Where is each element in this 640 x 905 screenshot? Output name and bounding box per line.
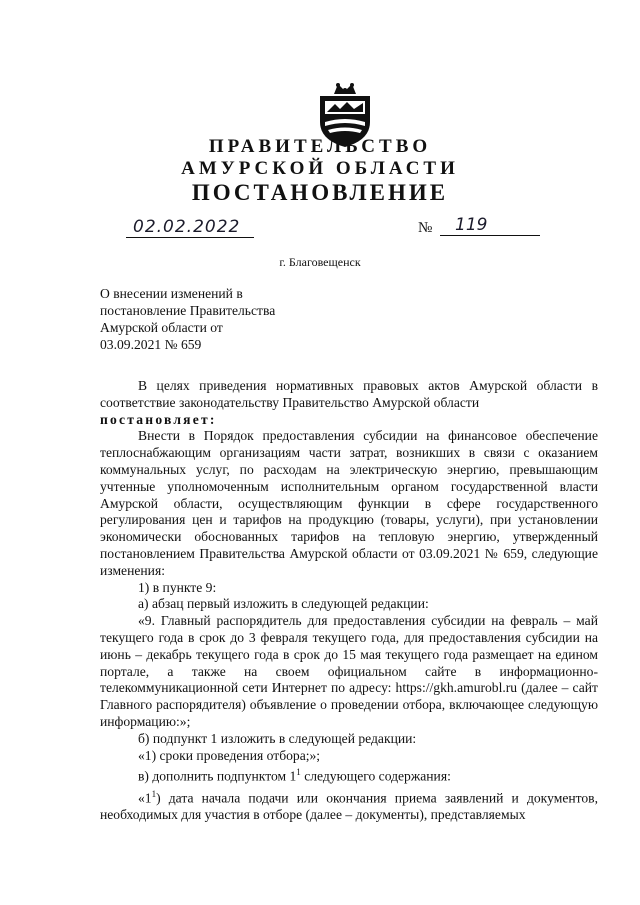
handwritten-document-number: 119	[455, 215, 488, 235]
amendment-intro-paragraph: Внести в Порядок предоставления субсидии на финансовое обеспечение теплоснабжающим организациям части затрат, возникших в связи с оказанием коммунальных услуг, по расходам на электрическую энергию, превышающим учтенные уполномоченным исполнительным органом государственной власти Амурской области, осуществляющим функции в сфере государственного регулирования цен и тарифов на продукцию (товары, услуги), при установлении экономически обоснованных тарифов на тепловую энергию, утвержденный постановлением Правительства Амурской области от 03.09.2021 № 659, следующие изменения:	[100, 428, 598, 578]
quoted-clause-paragraph	[100, 786, 598, 824]
number-sign: №	[418, 220, 433, 236]
clause-text: ) дата начала подачи или окончания приема заявлений и документов, необходимых для участия в отборе (далее – документы), представляемых	[100, 790, 598, 822]
document-type-title: ПОСТАНОВЛЕНИЕ	[191, 180, 449, 205]
city-name: г. Благовещенск	[279, 255, 361, 269]
subject-line: постановление Правительства	[100, 303, 276, 318]
date-underline	[126, 237, 254, 238]
preamble-paragraph: В целях приведения нормативных правовых актов Амурской области в соответствие законодательству Правительство Амурской области	[100, 378, 598, 410]
region-name: АМУРСКОЙ ОБЛАСТИ	[181, 158, 459, 179]
document-body	[100, 378, 598, 824]
clause-text: «1	[138, 790, 152, 806]
subject-line: О внесении изменений в	[100, 286, 243, 301]
clause-paragraph: а) абзац первый изложить в следующей редакции:	[138, 596, 429, 612]
clause-paragraph	[100, 764, 598, 785]
clause-text: следующего содержания:	[300, 768, 451, 784]
subject-line: Амурской области от	[100, 320, 223, 335]
number-underline	[440, 235, 540, 236]
quoted-clause-paragraph: «9. Главный распорядитель для предоставления субсидии на февраль – май текущего года в срок до 3 февраля текущего года, для предоставления субсидии на июнь – декабрь текущего года в срок до 15 мая текущего года размещает на едином портале, а также на своем официальном сайте в информационно-телекоммуникационной сети Интернет по адресу: https://gkh.amurobl.ru (далее – сайт Главного распорядителя) объявление о проведении отбора, включающее следующую информацию:»;	[100, 613, 598, 729]
subject-line: 03.09.2021 № 659	[100, 337, 202, 352]
government-name: ПРАВИТЕЛЬСТВО	[208, 136, 432, 157]
clause-paragraph: 1) в пункте 9:	[138, 579, 217, 595]
clause-paragraph: б) подпункт 1 изложить в следующей редакции:	[138, 730, 417, 746]
clause-superscript: 1	[151, 788, 157, 799]
document-subject	[100, 285, 275, 353]
decree-word: постановляет:	[100, 411, 217, 427]
clause-paragraph: «1) сроки проведения отбора;»;	[138, 747, 321, 763]
clause-text: в) дополнить подпунктом 1	[138, 768, 297, 784]
handwritten-date: 02.02.2022	[133, 217, 241, 237]
clause-superscript: 1	[296, 767, 301, 778]
